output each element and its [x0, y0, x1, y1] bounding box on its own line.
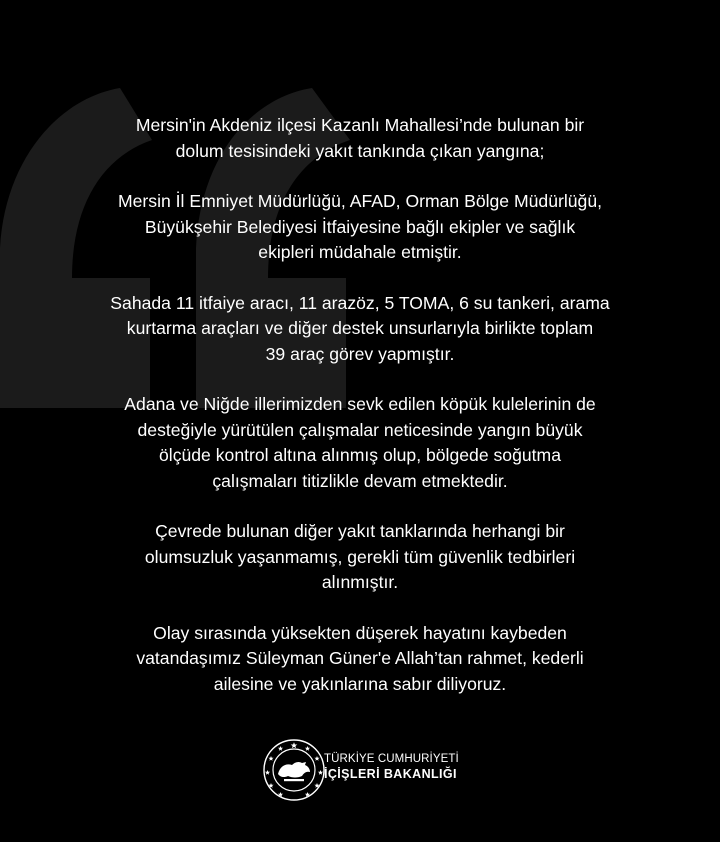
statement-line: çalışmaları titizlikle devam etmektedir. [212, 470, 508, 491]
statement-line: Çevrede bulunan diğer yakıt tanklarında herhangi bir [155, 521, 565, 541]
statement-line: kurtarma araçları ve diğer destek unsurlarıyla birlikte toplam [126, 318, 594, 338]
statement-paragraph [40, 519, 680, 596]
ministry-name-line2: İÇİŞLERİ BAKANLIĞI [324, 767, 457, 781]
statement-line: ekipleri müdahale etmiştir. [258, 242, 462, 262]
statement-paragraph [40, 392, 680, 494]
statement-paragraph [40, 189, 680, 266]
ministry-name-line1: TÜRKİYE CUMHURİYETİ [324, 753, 459, 765]
statement-line: ailesine ve yakınlarına sabır diliyoruz. [213, 673, 507, 694]
ministry-name [324, 752, 459, 782]
statement-line: alınmıştır. [321, 572, 399, 592]
statement-line: Büyükşehir Belediyesi İtfaiyesine bağlı ekipler ve sağlık [144, 216, 576, 237]
statement-line: olumsuzluk yaşanmamış, gerekli tüm güvenlik tedbirleri [144, 546, 576, 567]
statement-line: Adana ve Niğde illerimizden sevk edilen köpük kulelerinin de [124, 394, 596, 414]
ministry-logo [262, 738, 462, 804]
statement-line: Mersin'in Akdeniz ilçesi Kazanlı Mahallesi’nde bulunan bir [135, 115, 585, 135]
statement-paragraph [40, 621, 680, 698]
statement-line: dolum tesisindeki yakıt tankında çıkan yangına; [175, 140, 545, 161]
statement-line: vatandaşımız Süleyman Güner'e Allah’tan rahmet, kederli [136, 648, 584, 668]
ministry-seal-icon [262, 738, 326, 802]
statement-line: Olay sırasında yüksekten düşerek hayatını kaybeden [153, 622, 567, 643]
statement-line: 39 araç görev yapmıştır. [265, 343, 455, 364]
statement-body [40, 113, 680, 722]
statement-line: Mersin İl Emniyet Müdürlüğü, AFAD, Orman Bölge Müdürlüğü, [117, 191, 603, 211]
statement-line: desteğiyle yürütülen çalışmalar neticesinde yangın büyük [137, 419, 583, 440]
statement-paragraph [40, 113, 680, 164]
statement-paragraph [40, 291, 680, 368]
statement-line: Sahada 11 itfaiye aracı, 11 arazöz, 5 TOMA, 6 su tankeri, arama [110, 292, 610, 313]
statement-line: ölçüde kontrol altına alınmış olup, bölgede soğutma [159, 445, 561, 465]
